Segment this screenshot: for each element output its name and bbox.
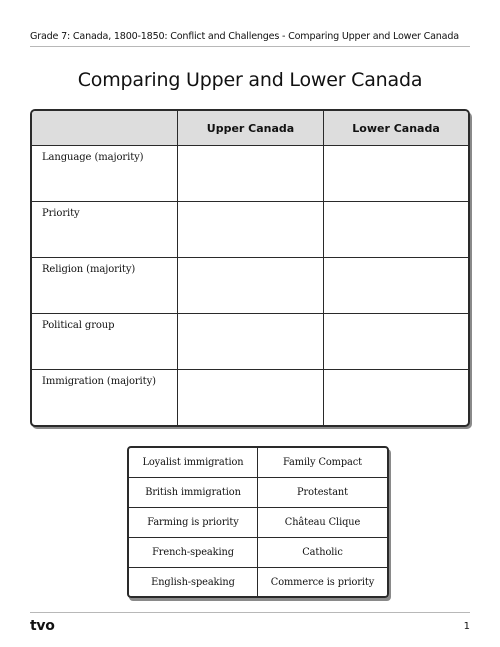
- word-bank-item[interactable]: Château Clique: [258, 508, 387, 538]
- row-label-immigration: Immigration (majority): [42, 376, 156, 387]
- comparison-table-container: [30, 109, 470, 426]
- table-row: [32, 258, 468, 314]
- word-bank-item[interactable]: English-speaking: [129, 568, 258, 596]
- page-title: Comparing Upper and Lower Canada: [77, 69, 423, 91]
- header-cell-empty: [32, 111, 178, 146]
- row-label-language: Language (majority): [42, 152, 144, 163]
- header-cell-upper-canada: Upper Canada: [178, 111, 324, 146]
- row-label-cell: [32, 258, 178, 314]
- word-bank-item[interactable]: British immigration: [129, 478, 258, 508]
- word-bank-item[interactable]: Loyalist immigration: [129, 448, 258, 478]
- word-bank-item[interactable]: Commerce is priority: [270, 576, 375, 588]
- row-label-cell: [32, 146, 178, 202]
- comparison-table: [30, 109, 470, 427]
- word-bank-item[interactable]: Protestant: [258, 478, 387, 508]
- word-bank-item[interactable]: Farming is priority: [129, 508, 258, 538]
- answer-cell-upper[interactable]: [178, 314, 324, 370]
- word-bank-table: [127, 446, 389, 598]
- word-bank-row: [129, 538, 387, 568]
- row-label-cell: [32, 370, 178, 425]
- table-row: [32, 370, 468, 425]
- answer-cell-upper[interactable]: [178, 146, 324, 202]
- answer-cell-upper[interactable]: [178, 202, 324, 258]
- word-bank-item[interactable]: French-speaking: [129, 538, 258, 568]
- header-divider: [30, 46, 470, 47]
- word-bank-container: [127, 446, 389, 598]
- header-cell-lower-canada: Lower Canada: [324, 111, 468, 146]
- word-bank-row: [129, 568, 387, 596]
- word-bank-row: [129, 478, 387, 508]
- row-label-political-group: Political group: [42, 320, 115, 331]
- word-bank-row: [129, 448, 387, 478]
- table-row: [32, 146, 468, 202]
- word-bank-item[interactable]: Family Compact: [258, 448, 387, 478]
- tvo-logo: tvo: [30, 618, 55, 634]
- answer-cell-lower[interactable]: [324, 202, 468, 258]
- page-number: 1: [463, 621, 470, 632]
- row-label-priority: Priority: [42, 208, 80, 219]
- answer-cell-lower[interactable]: [324, 146, 468, 202]
- word-bank-item[interactable]: Catholic: [258, 538, 387, 568]
- answer-cell-upper[interactable]: [178, 258, 324, 314]
- table-row: [32, 314, 468, 370]
- row-label-cell: [32, 314, 178, 370]
- page-header: Grade 7: Canada, 1800-1850: Conflict and Challenges - Comparing Upper and Lower Canada: [30, 31, 459, 42]
- answer-cell-lower[interactable]: [324, 370, 468, 425]
- row-label-religion: Religion (majority): [42, 264, 136, 275]
- row-label-cell: [32, 202, 178, 258]
- table-header-row: [32, 111, 468, 146]
- answer-cell-upper[interactable]: [178, 370, 324, 425]
- answer-cell-lower[interactable]: [324, 258, 468, 314]
- table-row: [32, 202, 468, 258]
- word-bank-row: [129, 508, 387, 538]
- footer-divider: [30, 612, 470, 613]
- answer-cell-lower[interactable]: [324, 314, 468, 370]
